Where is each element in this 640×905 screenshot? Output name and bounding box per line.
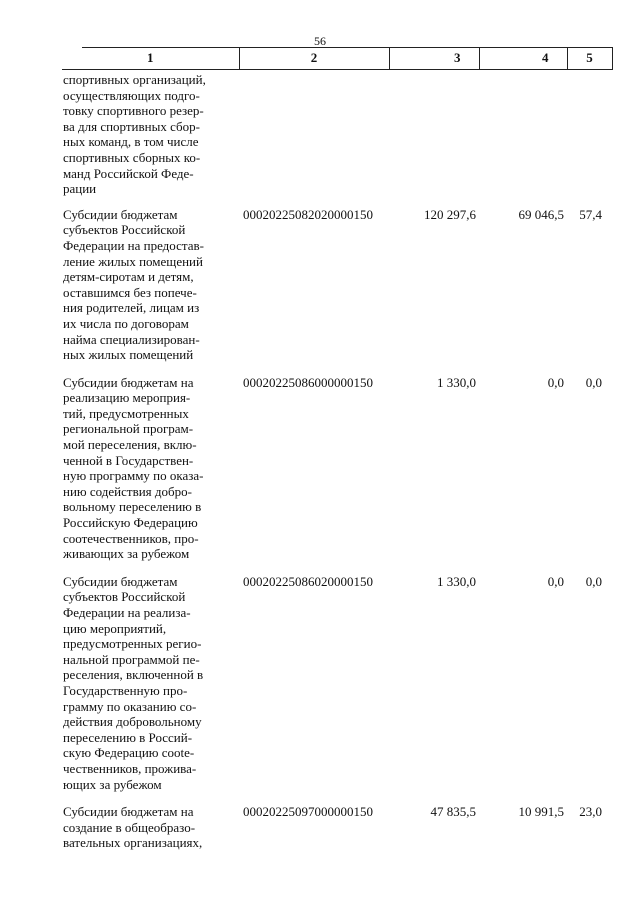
description-line: нию содействия добро- [63,483,192,499]
description-line: действия добровольному [63,714,202,730]
description-line: соотечественников, про- [63,530,199,546]
description-line: цию мероприятий, [63,620,167,636]
percent-col5: 23,0 [579,804,602,820]
column-header-3: 3 [389,47,479,70]
description-line: вольному переселению в [63,499,202,515]
description-line: Федерации на реализа- [63,605,191,620]
row-description [62,802,239,861]
description-line: товку спортивного резер- [63,103,204,119]
description-line: реселения, включенной в [63,667,204,683]
row-description [62,572,239,802]
table-row [62,572,612,802]
budget-code: 00020225086020000150 [243,573,373,589]
description-line: ющих за рубежом [63,776,162,792]
description-line: переселению в Россий- [63,729,193,745]
description-line: Субсидии бюджетам на [63,374,194,390]
table-body [62,70,612,861]
column-header-2: 2 [239,47,389,70]
row-description [62,373,239,572]
description-line: предусмотренных регио- [63,636,202,652]
row-description [62,70,239,205]
percent-col5 [567,70,612,205]
description-line: мой переселения, вклю- [63,437,197,453]
description-line: субъектов Российской [63,222,186,238]
description-line: спортивных сборных ко- [63,149,201,165]
description-line: найма специализирован- [63,331,200,347]
description-line: Субсидии бюджетам на [63,804,194,820]
value-col3: 1 330,0 [437,374,476,390]
value-col4: 69 046,5 [518,206,564,222]
description-line: грамму по оказанию со- [63,698,197,714]
budget-code [239,70,389,205]
table-row [62,205,612,373]
percent-col5: 0,0 [585,374,602,390]
description-line: ных команд, в том числе [63,134,199,150]
description-line: осуществляющих подго- [63,87,200,103]
table-row [62,373,612,572]
description-line: ния родителей, лицам из [63,300,200,316]
page-number: 56 [314,34,326,48]
description-line: спортивных организаций, [63,72,206,87]
description-line: Государственную про- [63,682,188,698]
description-line: вательных организациях, [63,835,203,851]
value-col4: 10 991,5 [518,804,564,820]
value-col3: 1 330,0 [437,573,476,589]
table-row [62,802,612,861]
percent-col5: 57,4 [579,206,602,222]
description-line: субъектов Российской [63,589,186,605]
value-col4: 0,0 [547,374,564,390]
budget-code: 00020225097000000150 [243,804,373,820]
value-col4 [479,70,567,205]
description-line: рации [63,181,97,197]
description-line: Федерации на предостав- [63,237,204,253]
budget-code: 00020225086000000150 [243,374,373,390]
description-line: ченной в Государствен- [63,452,194,468]
description-line: оставшимся без попече- [63,284,197,300]
table-row [62,70,612,205]
description-line: ва для спортивных сбор- [63,118,200,134]
description-line: Субсидии бюджетам [63,573,178,589]
description-line: ных жилых помещений [63,347,194,363]
column-header-4: 4 [479,47,567,70]
column-header-1: 1 [62,47,239,70]
description-line: живающих за рубежом [63,546,190,562]
description-line: тий, предусмотренных [63,405,189,421]
description-line: Российскую Федерацию [63,515,198,531]
row-description [62,205,239,373]
table-header [62,47,612,70]
description-line: скую Федерацию соote- [63,745,195,761]
description-line: создание в общеобразо- [63,819,196,835]
description-line: детям-сиротам и детям, [63,269,194,285]
value-col3 [389,70,479,205]
description-line: ление жилых помещений [63,253,203,269]
description-line: манд Российской Феде- [63,165,194,181]
description-line: нальной программой пе- [63,651,200,667]
value-col4: 0,0 [547,573,564,589]
description-line: региональной програм- [63,421,194,437]
description-line: Субсидии бюджетам [63,206,178,222]
value-col3: 120 297,6 [424,206,476,222]
column-header-5: 5 [567,47,612,70]
budget-table [62,47,613,861]
budget-code: 00020225082020000150 [243,206,373,222]
value-col3: 47 835,5 [430,804,476,820]
description-line: чественников, прожива- [63,760,197,776]
description-line: их числа по договорам [63,315,189,331]
description-line: реализацию мероприя- [63,390,191,406]
description-line: ную программу по оказа- [63,468,204,484]
percent-col5: 0,0 [585,573,602,589]
